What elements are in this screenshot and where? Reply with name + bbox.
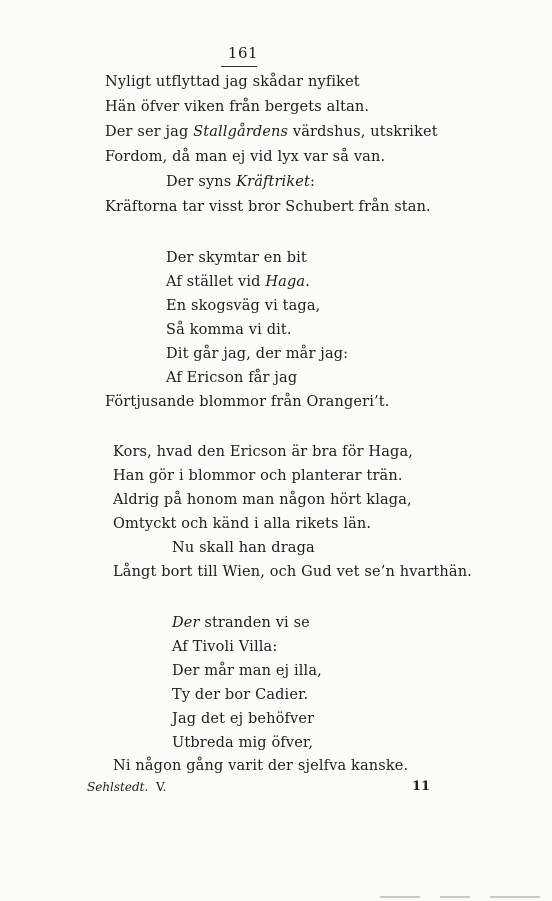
verse-line: Der skymtar en bit: [166, 250, 307, 266]
verse-line: Omtyckt och känd i alla rikets län.: [113, 516, 372, 532]
verse-text: :: [310, 174, 316, 190]
verse-line: Hän öfver viken från bergets altan.: [105, 99, 370, 115]
verse-line: [166, 273, 310, 291]
signature-mark: [87, 778, 166, 796]
verse-line: Utbreda mig öfver,: [172, 735, 314, 751]
verse-line: Jag det ej behöfver: [172, 711, 315, 727]
verse-line: Fordom, då man ej vid lyx var så van.: [105, 149, 386, 165]
scan-speck: [490, 896, 540, 898]
scan-speck: [440, 896, 470, 898]
verse-line: Nyligt utflyttad jag skådar nyfiket: [105, 74, 360, 90]
verse-line: En skogsväg vi taga,: [166, 298, 321, 314]
verse-line: Ty der bor Cadier.: [172, 687, 309, 703]
verse-line: [172, 614, 310, 632]
verse-emphasis: Stallgårdens: [193, 124, 289, 140]
verse-emphasis: Kräftriket: [236, 174, 310, 190]
signature-volume: V.: [155, 780, 167, 794]
verse-emphasis: Der: [172, 615, 200, 631]
verse-line: [166, 173, 315, 191]
verse-line: Af Tivoli Villa:: [172, 639, 278, 655]
verse-line: Långt bort till Wien, och Gud vet se’n hvarthän.: [113, 564, 472, 580]
verse-line: [105, 123, 438, 141]
verse-line: Han gör i blommor och planterar trän.: [113, 468, 403, 484]
verse-text: Af stället vid: [166, 274, 266, 290]
scan-speck: [380, 896, 420, 898]
verse-line: Så komma vi dit.: [166, 322, 292, 338]
verse-text: Der ser jag: [105, 124, 194, 140]
verse-line: Nu skall han draga: [172, 540, 315, 556]
signature-author: Sehlstedt.: [87, 780, 149, 794]
verse-line: Ni någon gång varit der sjelfva kanske.: [113, 758, 409, 774]
sheet-number: 11: [412, 779, 431, 794]
verse-line: Kräftorna tar visst bror Schubert från stan.: [105, 199, 431, 215]
verse-line: Af Ericson får jag: [166, 370, 298, 386]
verse-text: stranden vi se: [199, 615, 310, 631]
verse-text: värdshus, utskriket: [288, 124, 438, 140]
page-number-rule: [221, 66, 257, 67]
verse-emphasis: Haga: [265, 274, 306, 290]
verse-line: Der mår man ej illa,: [172, 663, 322, 679]
verse-line: Förtjusande blommor från Orangeri’t.: [105, 394, 390, 410]
page-number: 161: [227, 44, 259, 62]
verse-line: Kors, hvad den Ericson är bra för Haga,: [113, 444, 413, 460]
verse-line: Dit går jag, der mår jag:: [166, 346, 349, 362]
verse-line: Aldrig på honom man någon hört klaga,: [113, 492, 412, 508]
verse-text: Der syns: [166, 174, 237, 190]
verse-text: .: [305, 274, 310, 290]
